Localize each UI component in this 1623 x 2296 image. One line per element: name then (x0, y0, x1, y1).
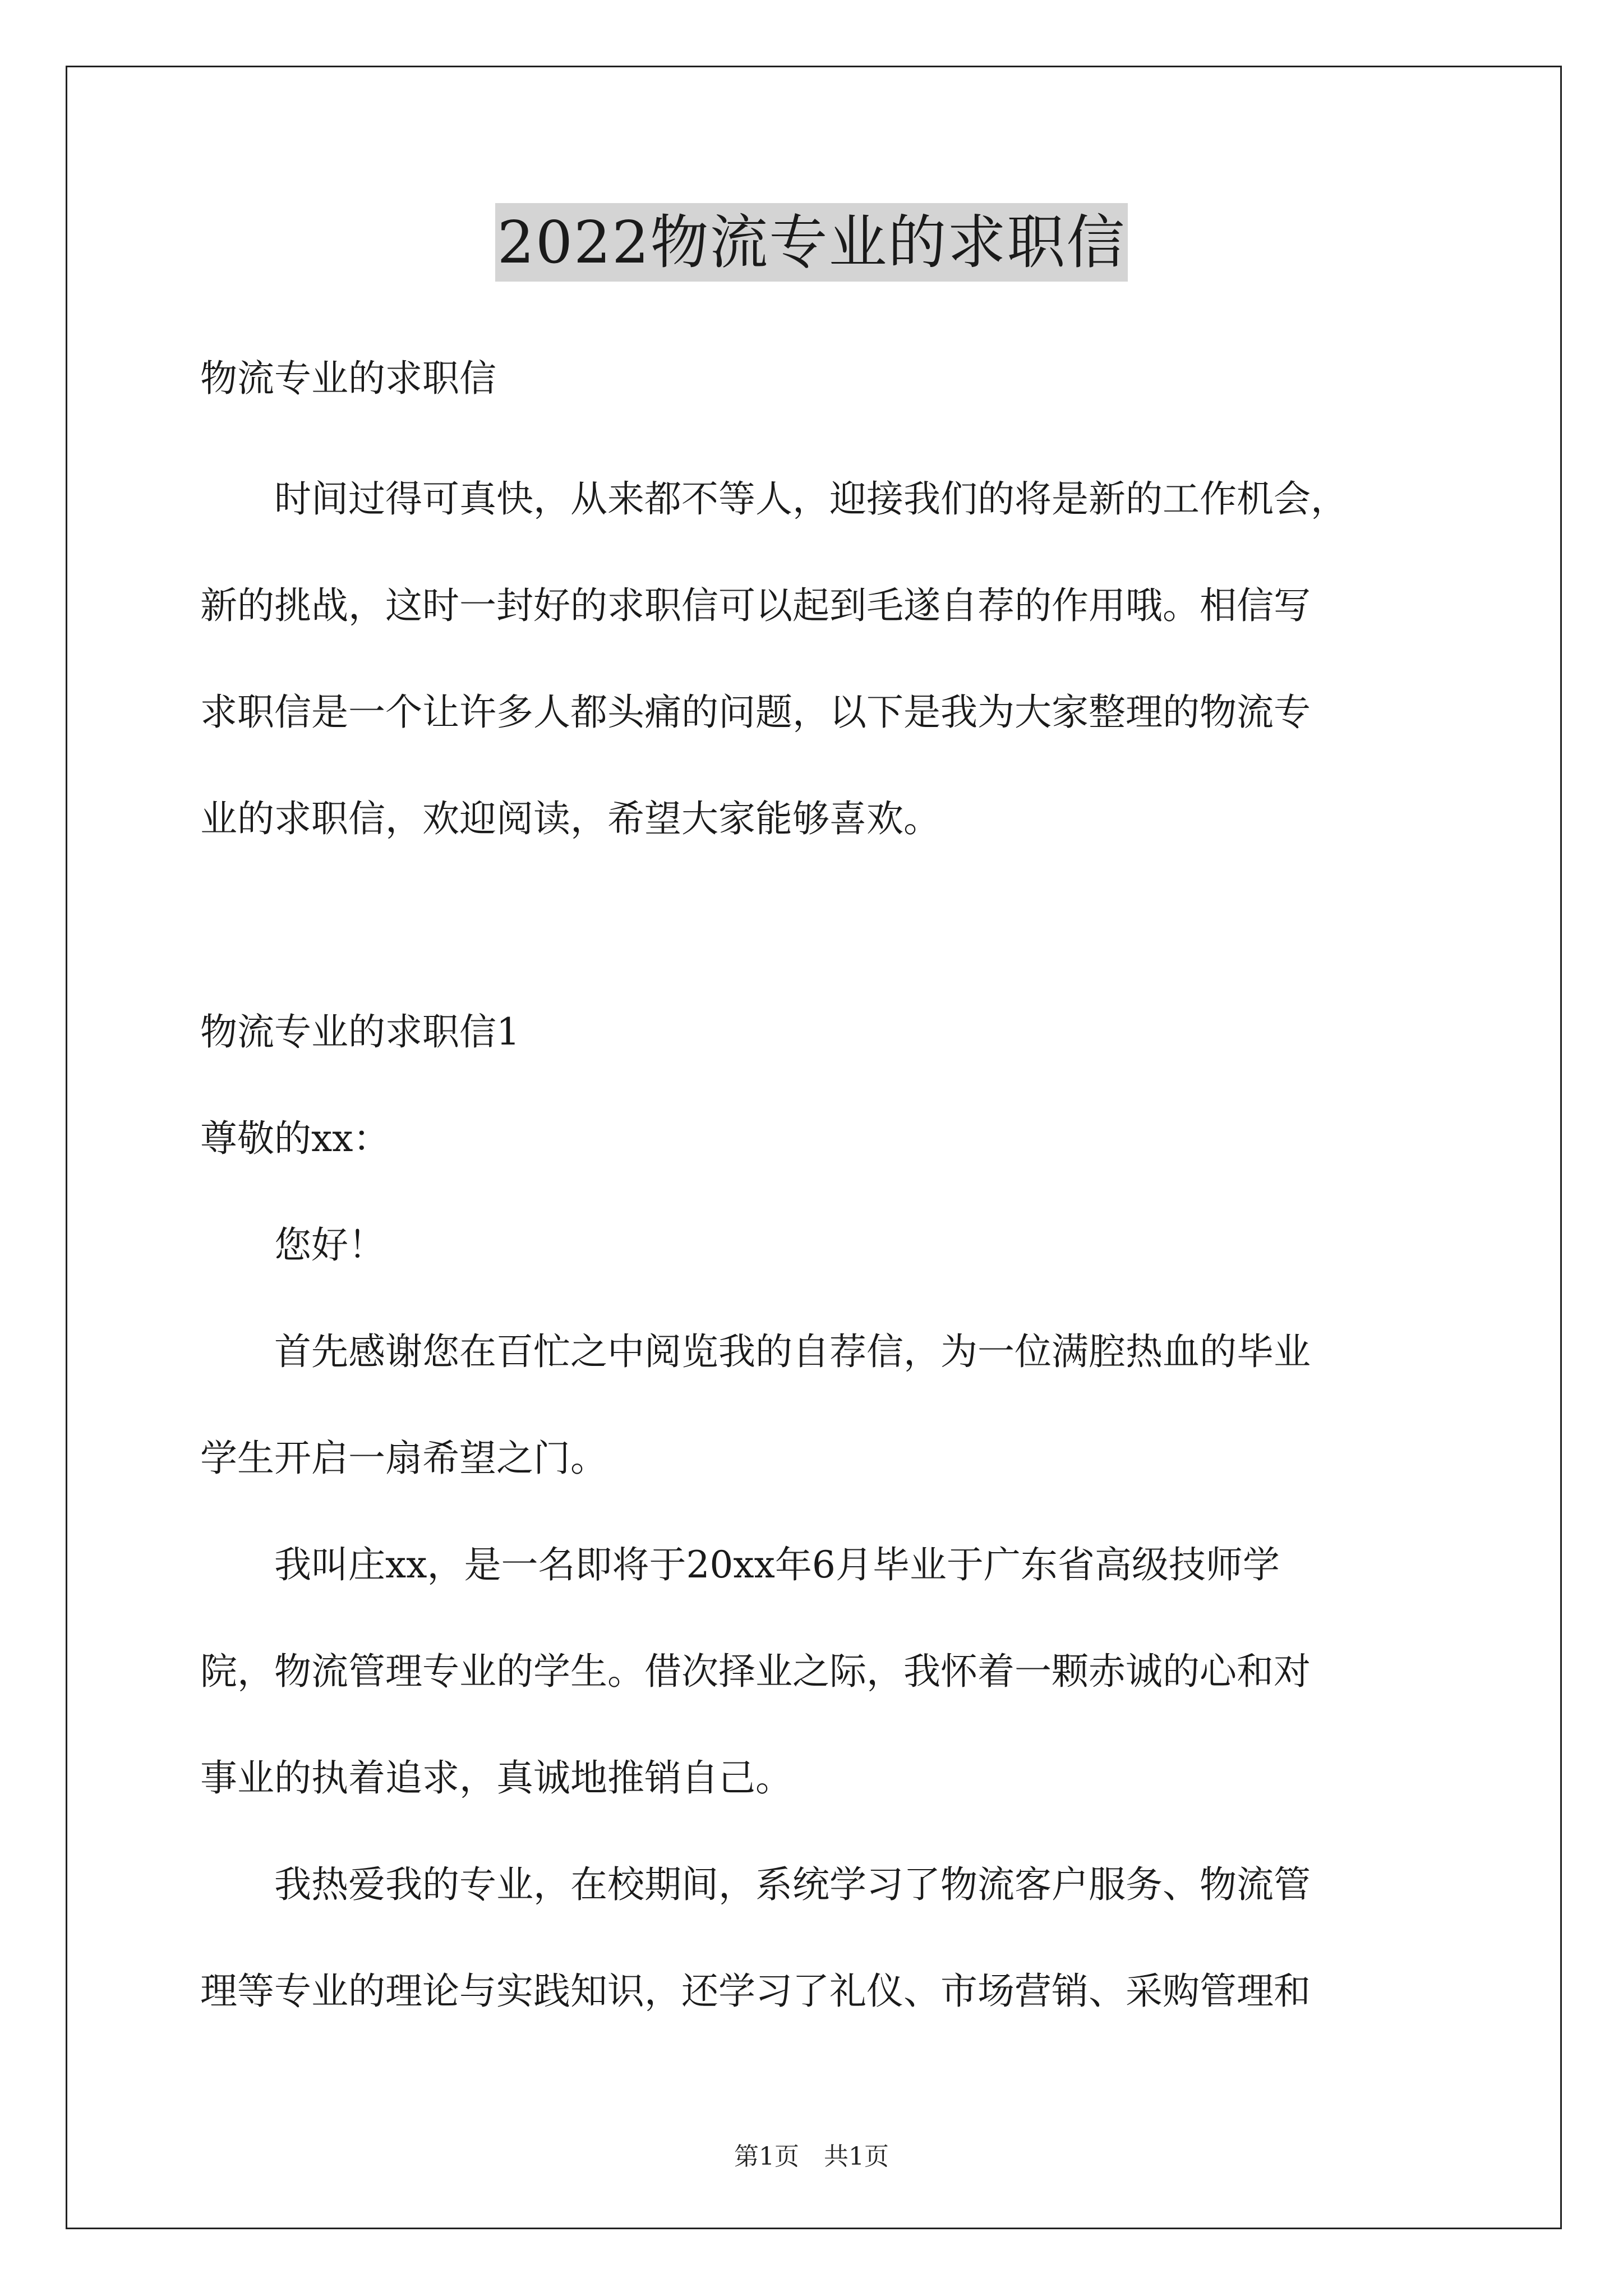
body-line: 事业的执着追求，真诚地推销自己。 (200, 1756, 792, 1800)
document-title: 2022物流专业的求职信 (495, 203, 1128, 282)
greeting-line: 您好！ (200, 1223, 385, 1267)
page-footer (0, 2140, 1623, 2174)
body-line: 学生开启一扇希望之门。 (200, 1437, 607, 1480)
page-number: 第1页 (734, 2142, 799, 2171)
document-title-block (0, 203, 1623, 282)
body-line: 我叫庄xx，是一名即将于20xx年6月毕业于广东省高级技师学 (200, 1543, 1280, 1586)
body-line: 时间过得可真快，从来都不等人，迎接我们的将是新的工作机会， (200, 477, 1348, 521)
body-line: 我热爱我的专业，在校期间，系统学习了物流客户服务、物流管 (200, 1863, 1311, 1906)
body-line: 求职信是一个让许多人都头痛的问题，以下是我为大家整理的物流专 (200, 691, 1311, 734)
body-line: 院，物流管理专业的学生。借次择业之际，我怀着一颗赤诚的心和对 (200, 1650, 1311, 1693)
body-line: 业的求职信，欢迎阅读，希望大家能够喜欢。 (200, 797, 940, 840)
salutation-line: 尊敬的xx： (200, 1117, 390, 1160)
body-line: 理等专业的理论与实践知识，还学习了礼仪、市场营销、采购管理和 (200, 1970, 1311, 2013)
body-line: 新的挑战，这时一封好的求职信可以起到毛遂自荐的作用哦。相信写 (200, 584, 1311, 627)
section-heading: 物流专业的求职信1 (200, 1010, 520, 1053)
body-line: 首先感谢您在百忙之中阅览我的自荐信，为一位满腔热血的毕业 (200, 1330, 1311, 1373)
subtitle-line: 物流专业的求职信 (200, 357, 496, 400)
page-total: 共1页 (824, 2142, 889, 2171)
